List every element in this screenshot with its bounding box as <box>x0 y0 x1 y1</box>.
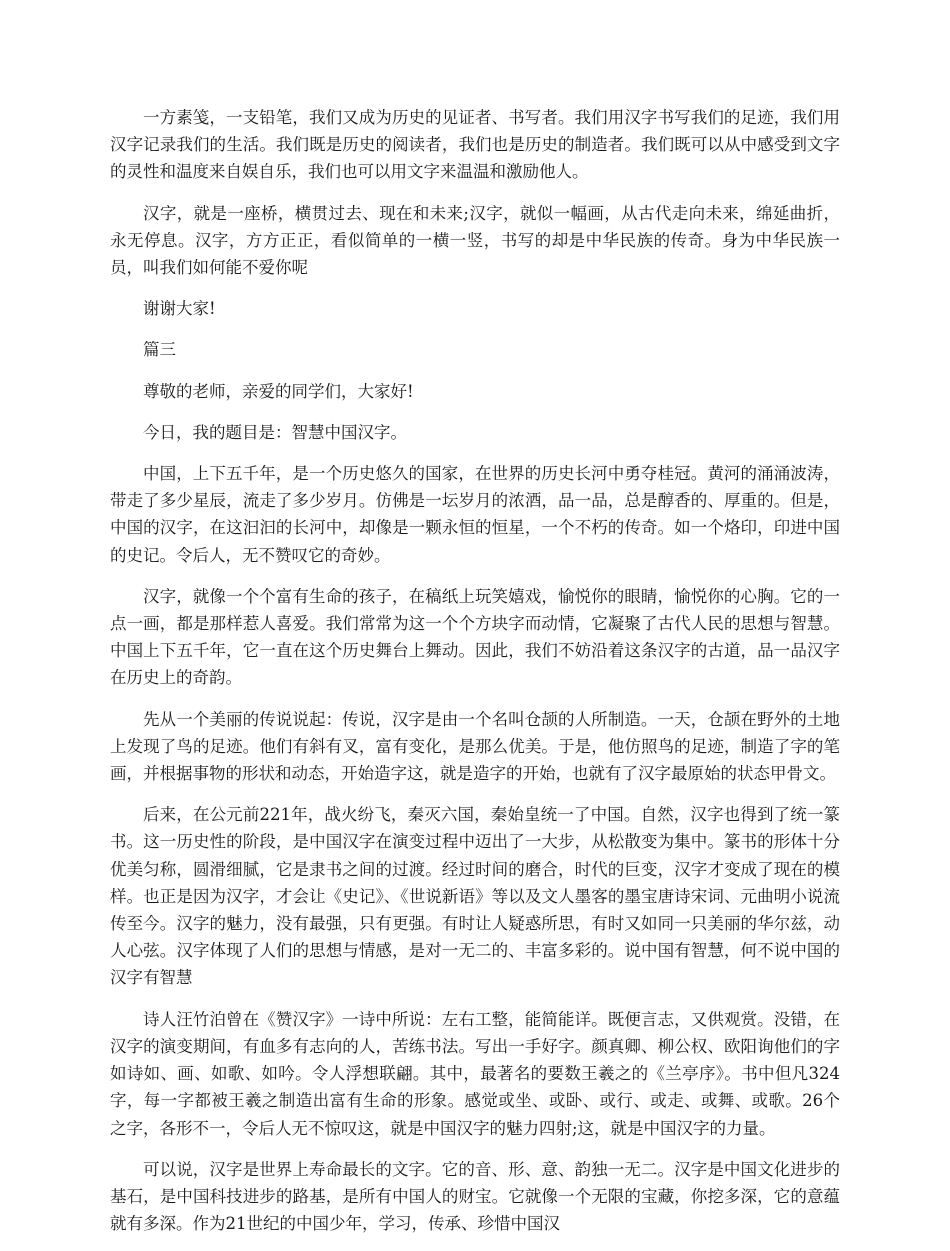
paragraph-11: 诗人汪竹泊曾在《赞汉字》一诗中所说：左右工整，能简能详。既便言志，又供观赏。没错，在汉字的演变期间，有血多有志向的人，苦练书法。写出一手好字。颜真卿、柳公权、欧阳询他们的字如诗如、画、如歌、如吟。令人浮想联翩。其中，最著名的要数王羲之的《兰亭序》。书中但凡324字，每一字都被王羲之制造出富有生命的形象。感觉或坐、或卧、或行、或走、或舞、或歌。26个之字，各形不一，令后人无不惊叹这，就是中国汉字的魅力四射;这，就是中国汉字的力量。 <box>110 1009 840 1138</box>
paragraph-1: 一方素笺，一支铅笔，我们又成为历史的见证者、书写者。我们用汉字书写我们的足迹，我们用汉字记录我们的生活。我们既是历史的阅读者，我们也是历史的制造者。我们既可以从中感受到文字的灵性和温度来自娱自乐，我们也可以用文字来温温和激励他人。 <box>110 108 840 182</box>
paragraph-7: 中国，上下五千年，是一个历史悠久的国家，在世界的历史长河中勇夺桂冠。黄河的涌涌波涛，带走了多少星辰，流走了多少岁月。仿佛是一坛岁月的浓酒，品一品，总是醇香的、厚重的。但是，中国的汉字，在这汩汩的长河中，却像是一颗永恒的恒星，一个不朽的传奇。如一个烙印，印进中国的史记。令后人，无不赞叹它的奇妙。 <box>110 464 840 565</box>
paragraph-topic: 今日，我的题目是：智慧中国汉字。 <box>143 422 407 442</box>
document-body <box>110 104 840 1251</box>
paragraph-12: 可以说，汉字是世界上寿命最长的文字。它的音、形、意、韵独一无二。汉字是中国文化进步的基石，是中国科技进步的路基，是所有中国人的财宝。它就像一个无限的宝藏，你挖多深，它的意蕴就有多深。作为21世纪的中国少年，学习，传承、珍惜中国汉 <box>110 1159 840 1234</box>
paragraph-10: 后来，在公元前221年，战火纷飞，秦灭六国，秦始皇统一了中国。自然，汉字也得到了统一篆书。这一历史性的阶段，是中国汉字在演变过程中迈出了一大步，从松散变为集中。篆书的形体十分优美匀称，圆滑细腻，它是隶书之间的过渡。经过时间的磨合，时代的巨变，汉字才变成了现在的模样。也正是因为汉字，才会让《史记》、《世说新语》等以及文人墨客的墨宝唐诗宋词、元曲明小说流传至今。汉字的魅力，没有最强，只有更强。有时让人疑惑所思，有时又如同一只美丽的华尔兹，动人心弦。汉字体现了人们的思想与情感，是对一无二的、丰富多彩的。说中国有智慧，何不说中国的汉字有智慧 <box>110 805 840 988</box>
paragraph-greeting: 尊敬的老师，亲爱的同学们，大家好! <box>143 381 414 401</box>
paragraph-9: 先从一个美丽的传说说起：传说，汉字是由一个名叫仓颉的人所制造。一天，仓颉在野外的土地上发现了鸟的足迹。他们有斜有叉，富有变化，是那么优美。于是，他仿照鸟的足迹，制造了字的笔画，并根据事物的形状和动态，开始造字这，就是造字的开始，也就有了汉字最原始的状态甲骨文。 <box>110 709 840 784</box>
paragraph-thanks: 谢谢大家! <box>143 299 216 319</box>
paragraph-2: 汉字，就是一座桥，横贯过去、现在和未来;汉字，就似一幅画，从古代走向未来，绵延曲折，永无停息。汉字，方方正正，看似简单的一横一竖，书写的却是中华民族的传奇。身为中华民族一员，叫我们如何能不爱你呢 <box>110 203 840 278</box>
paragraph-8: 汉字，就像一个个富有生命的孩子，在稿纸上玩笑嬉戏，愉悦你的眼睛，愉悦你的心胸。它的一点一画，都是那样惹人喜爱。我们常常为这一个个方块字而动情，它凝聚了古代人民的思想与智慧。中国上下五千年，它一直在这个历史舞台上舞动。因此，我们不妨沿着这条汉字的古道，品一品汉字在历史上的奇韵。 <box>110 586 840 688</box>
section-heading: 篇三 <box>143 340 176 360</box>
